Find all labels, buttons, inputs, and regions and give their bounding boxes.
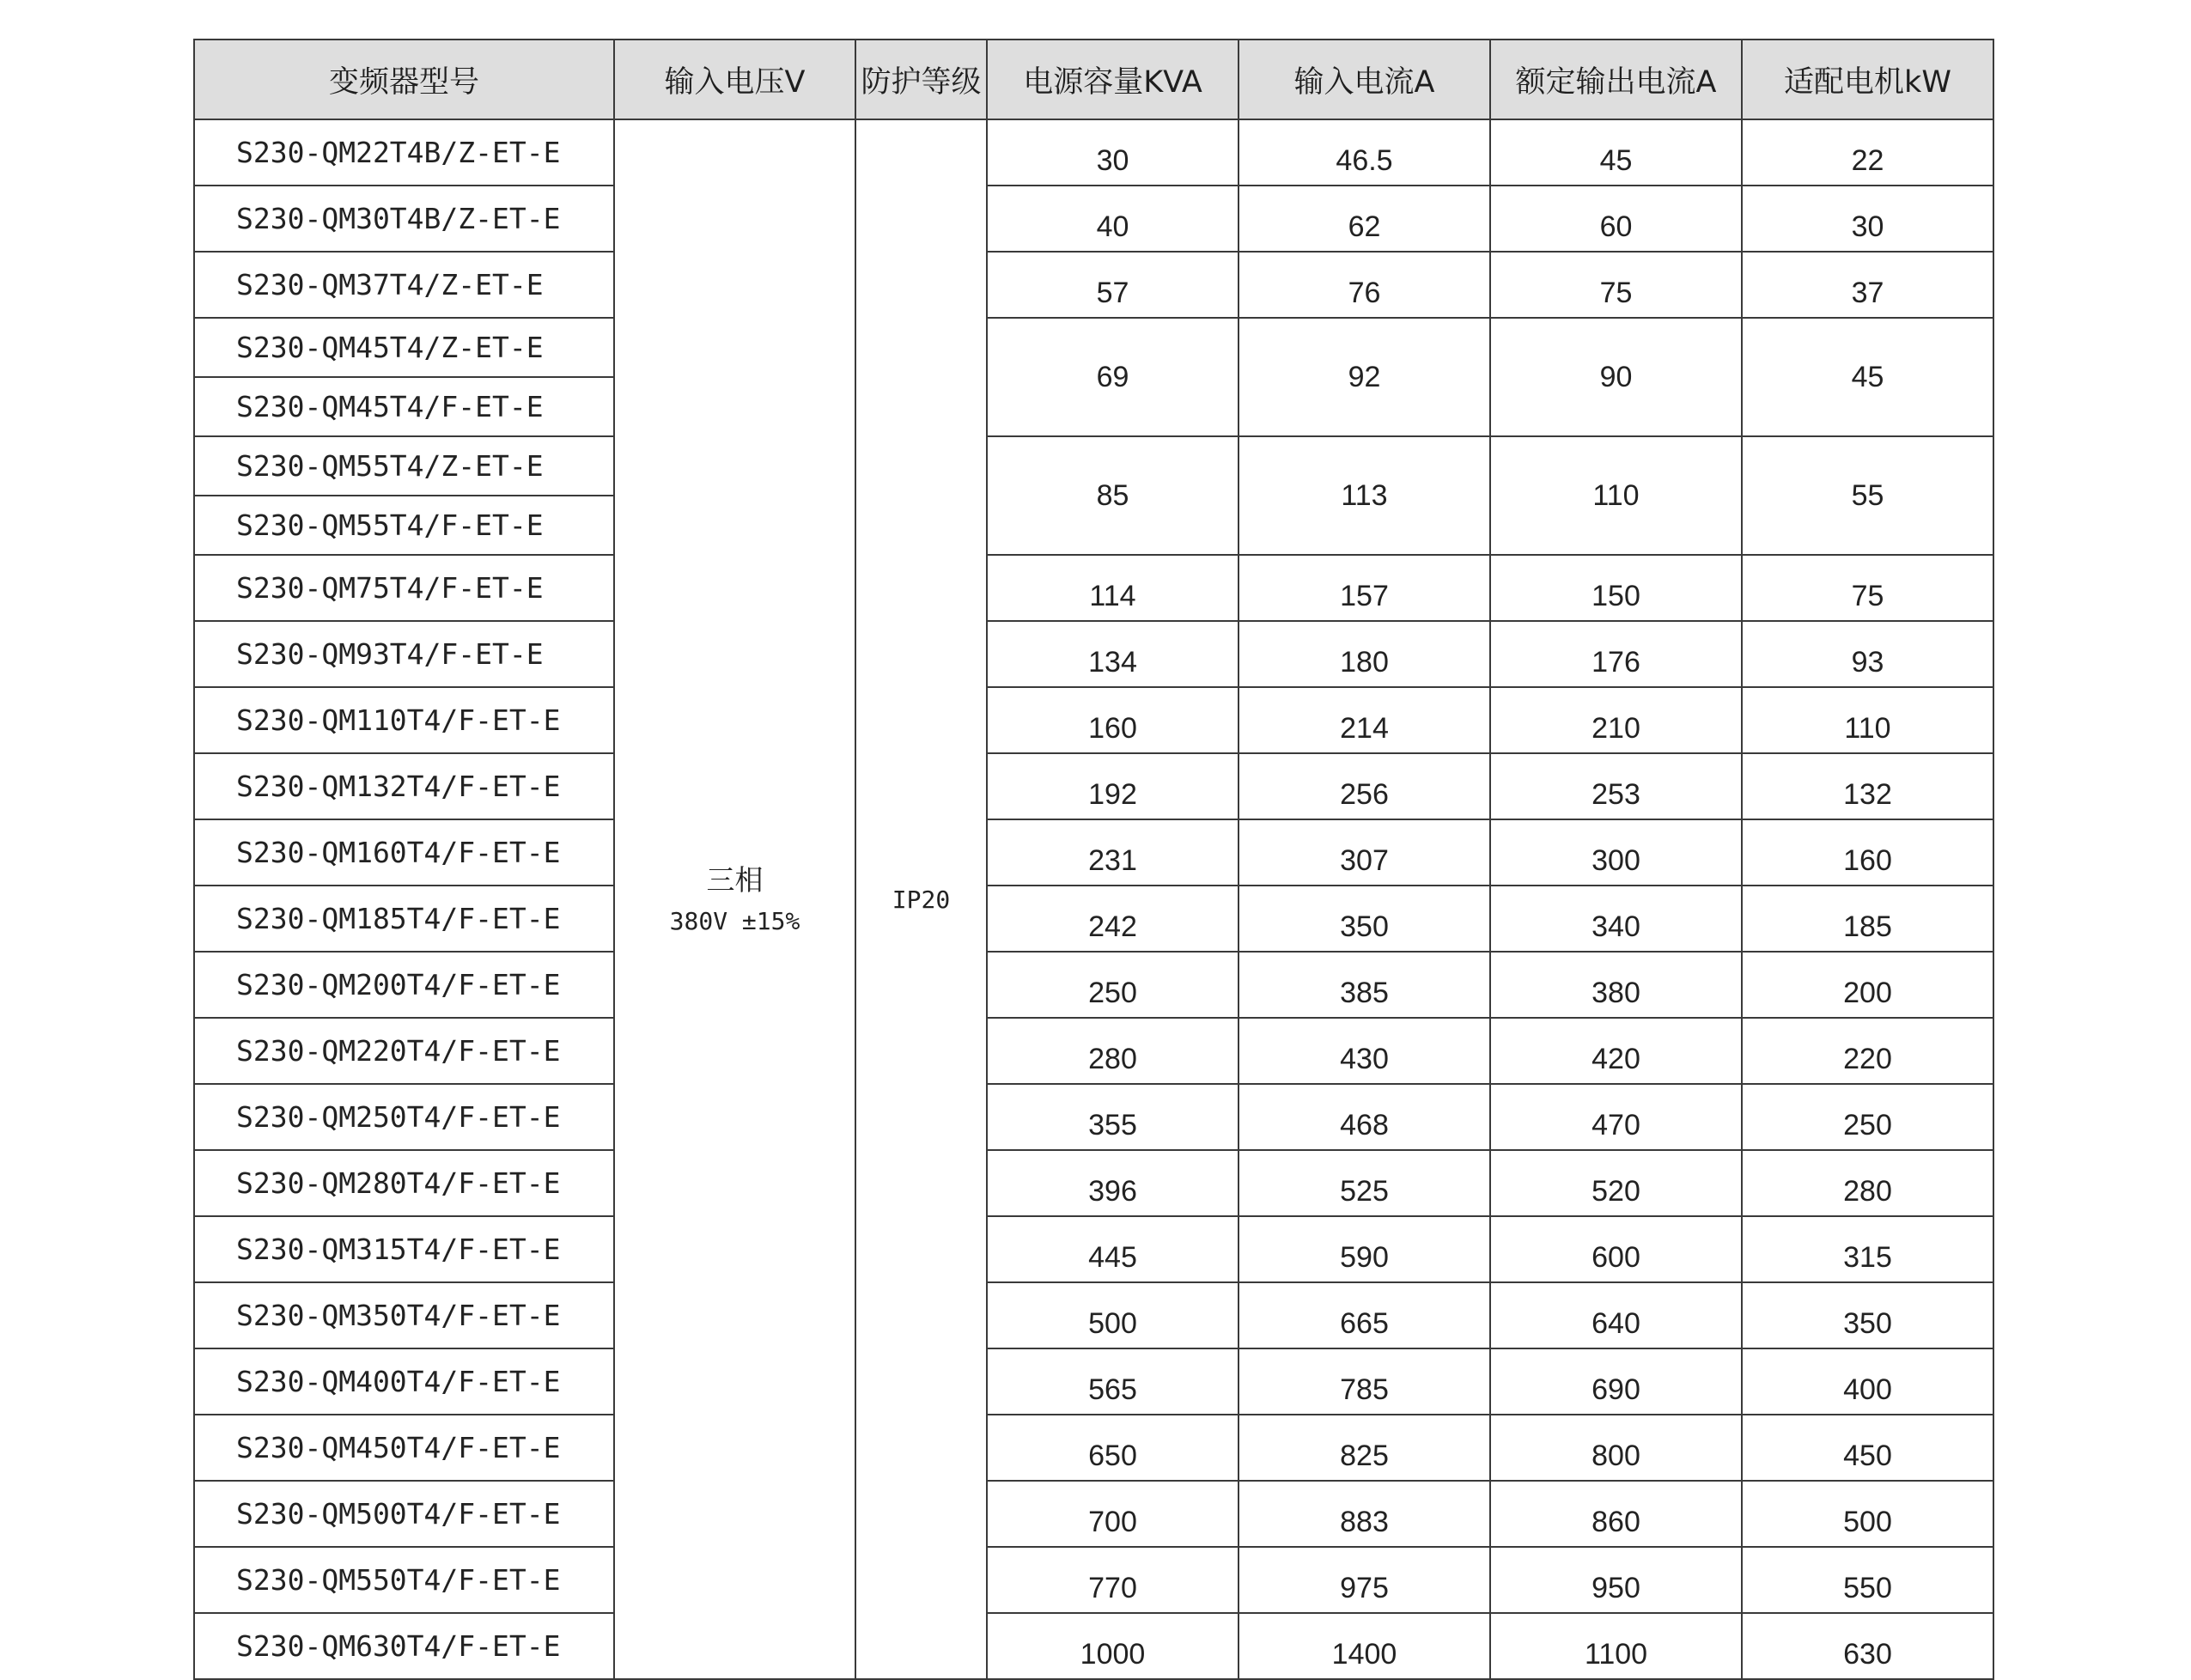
input-current-cell: 180 — [1239, 621, 1490, 687]
model-cell: S230-QM55T4/Z-ET-E — [194, 436, 614, 496]
header-input-voltage: 输入电压V — [614, 40, 855, 119]
rated-output-current-cell: 470 — [1490, 1084, 1742, 1150]
model-cell: S230-QM350T4/F-ET-E — [194, 1282, 614, 1348]
input-current-cell: 590 — [1239, 1216, 1490, 1282]
protection-level-value: IP20 — [892, 885, 951, 914]
rated-output-current-cell: 210 — [1490, 687, 1742, 753]
capacity-cell: 134 — [987, 621, 1239, 687]
spec-table — [193, 39, 1994, 1680]
motor-power-cell: 55 — [1742, 436, 1993, 555]
model-cell: S230-QM280T4/F-ET-E — [194, 1150, 614, 1216]
motor-power-cell: 93 — [1742, 621, 1993, 687]
table-row — [194, 186, 1993, 252]
motor-power-cell: 45 — [1742, 318, 1993, 436]
rated-output-current-cell: 176 — [1490, 621, 1742, 687]
header-motor-power: 适配电机kW — [1742, 40, 1993, 119]
capacity-cell: 160 — [987, 687, 1239, 753]
model-cell: S230-QM75T4/F-ET-E — [194, 555, 614, 621]
rated-output-current-cell: 1100 — [1490, 1613, 1742, 1679]
table-row — [194, 952, 1993, 1018]
model-cell: S230-QM400T4/F-ET-E — [194, 1348, 614, 1415]
input-current-cell: 76 — [1239, 252, 1490, 318]
model-cell: S230-QM220T4/F-ET-E — [194, 1018, 614, 1084]
input-current-cell: 214 — [1239, 687, 1490, 753]
motor-power-cell: 185 — [1742, 886, 1993, 952]
header-input-current: 输入电流A — [1239, 40, 1490, 119]
table-row — [194, 687, 1993, 753]
model-cell: S230-QM315T4/F-ET-E — [194, 1216, 614, 1282]
input-current-cell: 525 — [1239, 1150, 1490, 1216]
rated-output-current-cell: 253 — [1490, 753, 1742, 819]
input-current-cell: 350 — [1239, 886, 1490, 952]
capacity-cell: 500 — [987, 1282, 1239, 1348]
input-voltage-cell — [614, 119, 855, 1679]
model-cell: S230-QM630T4/F-ET-E — [194, 1613, 614, 1679]
rated-output-current-cell: 45 — [1490, 119, 1742, 186]
capacity-cell: 40 — [987, 186, 1239, 252]
rated-output-current-cell: 950 — [1490, 1547, 1742, 1613]
motor-power-cell: 30 — [1742, 186, 1993, 252]
motor-power-cell: 160 — [1742, 819, 1993, 886]
voltage-range: 380V ±15% — [669, 907, 800, 935]
input-current-cell: 256 — [1239, 753, 1490, 819]
capacity-cell: 192 — [987, 753, 1239, 819]
table-row — [194, 318, 1993, 377]
model-cell: S230-QM185T4/F-ET-E — [194, 886, 614, 952]
model-cell: S230-QM200T4/F-ET-E — [194, 952, 614, 1018]
model-cell: S230-QM160T4/F-ET-E — [194, 819, 614, 886]
motor-power-cell: 250 — [1742, 1084, 1993, 1150]
rated-output-current-cell: 340 — [1490, 886, 1742, 952]
motor-power-cell: 75 — [1742, 555, 1993, 621]
table-row — [194, 252, 1993, 318]
input-current-cell: 468 — [1239, 1084, 1490, 1150]
motor-power-cell: 22 — [1742, 119, 1993, 186]
table-row — [194, 1547, 1993, 1613]
input-current-cell: 385 — [1239, 952, 1490, 1018]
table-row — [194, 819, 1993, 886]
model-cell: S230-QM22T4B/Z-ET-E — [194, 119, 614, 186]
rated-output-current-cell: 150 — [1490, 555, 1742, 621]
table-row — [194, 1018, 1993, 1084]
table-row — [194, 1150, 1993, 1216]
capacity-cell: 565 — [987, 1348, 1239, 1415]
capacity-cell: 445 — [987, 1216, 1239, 1282]
table-row — [194, 436, 1993, 496]
rated-output-current-cell: 520 — [1490, 1150, 1742, 1216]
header-rated-output-current: 额定输出电流A — [1490, 40, 1742, 119]
model-cell: S230-QM93T4/F-ET-E — [194, 621, 614, 687]
header-protection-level: 防护等级 — [855, 40, 987, 119]
capacity-cell: 770 — [987, 1547, 1239, 1613]
model-cell: S230-QM500T4/F-ET-E — [194, 1481, 614, 1547]
table-row — [194, 1415, 1993, 1481]
table-row — [194, 1084, 1993, 1150]
model-cell: S230-QM132T4/F-ET-E — [194, 753, 614, 819]
input-current-cell: 785 — [1239, 1348, 1490, 1415]
capacity-cell: 280 — [987, 1018, 1239, 1084]
table-row — [194, 1348, 1993, 1415]
capacity-cell: 114 — [987, 555, 1239, 621]
motor-power-cell: 630 — [1742, 1613, 1993, 1679]
input-current-cell: 92 — [1239, 318, 1490, 436]
rated-output-current-cell: 800 — [1490, 1415, 1742, 1481]
model-cell: S230-QM37T4/Z-ET-E — [194, 252, 614, 318]
motor-power-cell: 550 — [1742, 1547, 1993, 1613]
motor-power-cell: 220 — [1742, 1018, 1993, 1084]
input-current-cell: 113 — [1239, 436, 1490, 555]
header-model: 变频器型号 — [194, 40, 614, 119]
rated-output-current-cell: 60 — [1490, 186, 1742, 252]
input-current-cell: 430 — [1239, 1018, 1490, 1084]
capacity-cell: 700 — [987, 1481, 1239, 1547]
input-current-cell: 62 — [1239, 186, 1490, 252]
rated-output-current-cell: 75 — [1490, 252, 1742, 318]
rated-output-current-cell: 380 — [1490, 952, 1742, 1018]
input-current-cell: 46.5 — [1239, 119, 1490, 186]
input-current-cell: 975 — [1239, 1547, 1490, 1613]
motor-power-cell: 350 — [1742, 1282, 1993, 1348]
header-row — [194, 40, 1993, 119]
motor-power-cell: 110 — [1742, 687, 1993, 753]
table-row — [194, 621, 1993, 687]
rated-output-current-cell: 690 — [1490, 1348, 1742, 1415]
motor-power-cell: 280 — [1742, 1150, 1993, 1216]
table-row — [194, 1481, 1993, 1547]
rated-output-current-cell: 640 — [1490, 1282, 1742, 1348]
model-cell: S230-QM450T4/F-ET-E — [194, 1415, 614, 1481]
input-current-cell: 883 — [1239, 1481, 1490, 1547]
capacity-cell: 242 — [987, 886, 1239, 952]
model-cell: S230-QM30T4B/Z-ET-E — [194, 186, 614, 252]
input-current-cell: 307 — [1239, 819, 1490, 886]
table-row — [194, 886, 1993, 952]
input-current-cell: 157 — [1239, 555, 1490, 621]
header-power-capacity: 电源容量KVA — [987, 40, 1239, 119]
rated-output-current-cell: 600 — [1490, 1216, 1742, 1282]
table-row — [194, 119, 1993, 186]
rated-output-current-cell: 420 — [1490, 1018, 1742, 1084]
capacity-cell: 69 — [987, 318, 1239, 436]
capacity-cell: 231 — [987, 819, 1239, 886]
table-row — [194, 753, 1993, 819]
capacity-cell: 396 — [987, 1150, 1239, 1216]
rated-output-current-cell: 860 — [1490, 1481, 1742, 1547]
table-row — [194, 555, 1993, 621]
motor-power-cell: 450 — [1742, 1415, 1993, 1481]
rated-output-current-cell: 110 — [1490, 436, 1742, 555]
capacity-cell: 355 — [987, 1084, 1239, 1150]
model-cell: S230-QM550T4/F-ET-E — [194, 1547, 614, 1613]
motor-power-cell: 200 — [1742, 952, 1993, 1018]
capacity-cell: 1000 — [987, 1613, 1239, 1679]
input-current-cell: 1400 — [1239, 1613, 1490, 1679]
model-cell: S230-QM250T4/F-ET-E — [194, 1084, 614, 1150]
model-cell: S230-QM55T4/F-ET-E — [194, 496, 614, 555]
table-body — [194, 119, 1993, 1679]
table-row — [194, 1613, 1993, 1679]
capacity-cell: 650 — [987, 1415, 1239, 1481]
capacity-cell: 250 — [987, 952, 1239, 1018]
rated-output-current-cell: 90 — [1490, 318, 1742, 436]
rated-output-current-cell: 300 — [1490, 819, 1742, 886]
protection-level-cell — [855, 119, 987, 1679]
model-cell: S230-QM45T4/Z-ET-E — [194, 318, 614, 377]
table-row — [194, 1216, 1993, 1282]
capacity-cell: 57 — [987, 252, 1239, 318]
motor-power-cell: 500 — [1742, 1481, 1993, 1547]
input-current-cell: 825 — [1239, 1415, 1490, 1481]
table-row — [194, 1282, 1993, 1348]
motor-power-cell: 132 — [1742, 753, 1993, 819]
voltage-phase: 三相 — [706, 863, 764, 897]
motor-power-cell: 400 — [1742, 1348, 1993, 1415]
motor-power-cell: 37 — [1742, 252, 1993, 318]
motor-power-cell: 315 — [1742, 1216, 1993, 1282]
model-cell: S230-QM45T4/F-ET-E — [194, 377, 614, 436]
capacity-cell: 85 — [987, 436, 1239, 555]
capacity-cell: 30 — [987, 119, 1239, 186]
model-cell: S230-QM110T4/F-ET-E — [194, 687, 614, 753]
input-current-cell: 665 — [1239, 1282, 1490, 1348]
